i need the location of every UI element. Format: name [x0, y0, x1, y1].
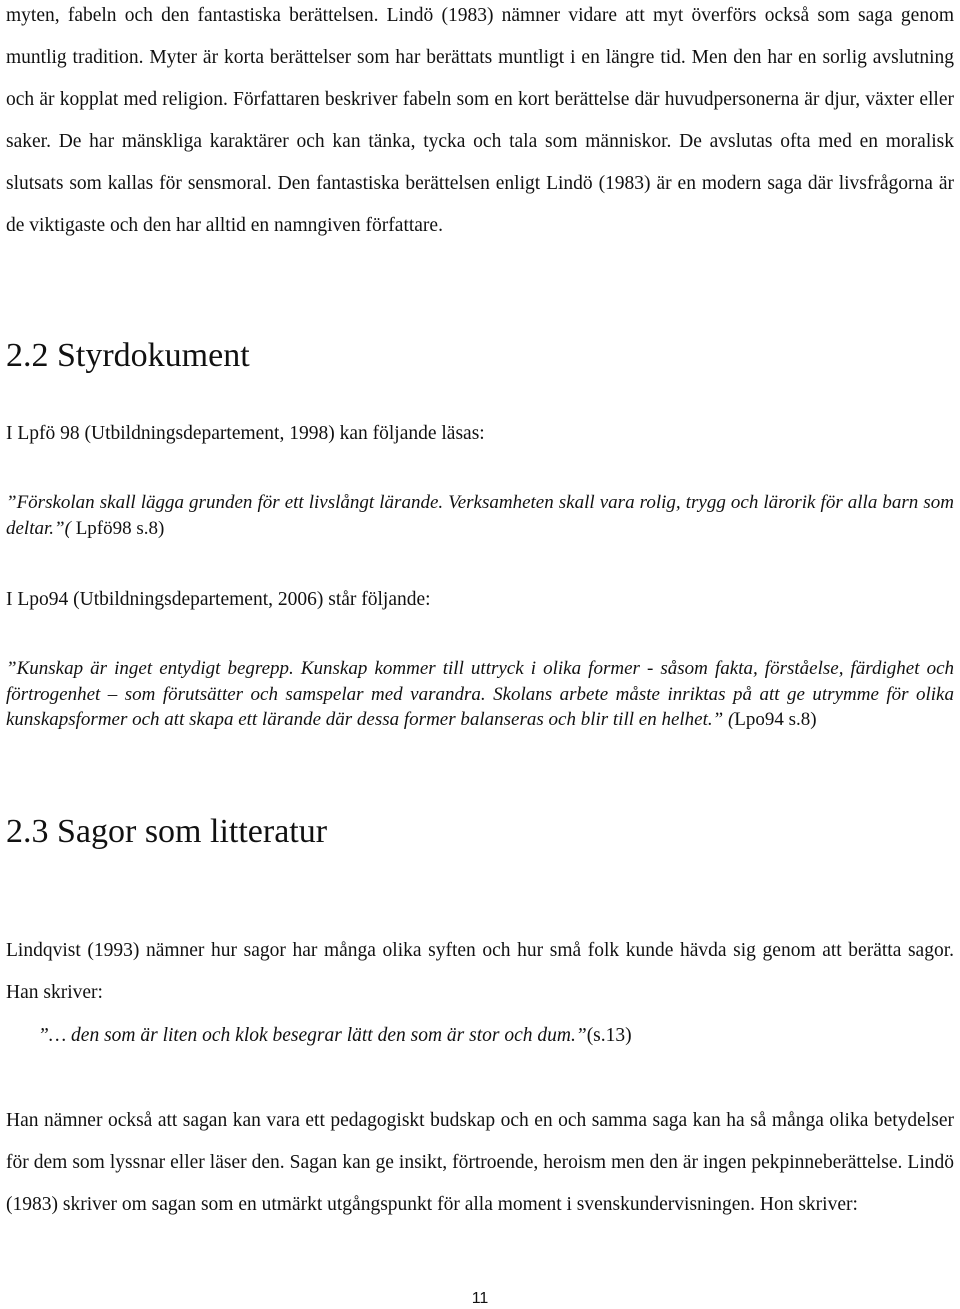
paragraph-pedagogical-message: Han nämner också att sagan kan vara ett pedagogiskt budskap och en och samma saga kan ha så många olika betydelser för dem som lyssnar eller läser den. Sagan kan ge insikt, förtroende, heroism men den är ingen pekpinneberättelse. Lindö (1983) skriver om sagan som en utmärkt utgångspunkt för alla moment i svenskundervisningen. Hon skriver:	[6, 1110, 954, 1215]
paragraph-myth-fable: myten, fabeln och den fantastiska berättelsen. Lindö (1983) nämner vidare att myt överförs också som saga genom muntlig tradition. Myter är korta berättelser som har berättats muntligt i en längre tid. Men den har en sorlig avslutning och är kopplat med religion. Författaren beskriver fabeln som en kort berättelse där huvudpersonerna är djur, växter eller saker. De har mänskliga karaktärer och kan tänka, tycka och tala som människor. De avslutas ofta med en moralisk slutsats som kallas för sensmoral. Den fantastiska berättelsen enligt Lindö (1983) är en modern saga där livsfrågorna är de viktigaste och den har alltid en namngiven författare.	[6, 5, 954, 236]
quote-lpo-text: ”Kunskap är inget entydigt begrepp. Kunskap kommer till uttryck i olika former - såsom fakta, förståelse, färdighet och förtrogenhet – som förutsätter och samspelar med varandra. Skolans arbete måste inriktas på att ge utrymme för olika kunskapsformer och att skapa ett lärande där dessa former balanseras och blir till en helhet.” (	[6, 658, 954, 730]
quote-lpo-reference: Lpo94 s.8)	[734, 709, 817, 730]
quote-lindqvist	[6, 1023, 954, 1049]
quote-lpo	[6, 656, 954, 733]
heading-styrdokument: 2.2 Styrdokument	[6, 337, 250, 374]
quote-lpfo	[6, 490, 954, 541]
paragraph-lindqvist: Lindqvist (1993) nämner hur sagor har många olika syften och hur små folk kunde hävda sig genom att berätta sagor. Han skriver:	[6, 940, 954, 1003]
quote-lpfo-text: ”Förskolan skall lägga grunden för ett livslångt lärande. Verksamheten skall vara rolig, trygg och lärorik för alla barn som deltar.”(	[6, 492, 954, 539]
heading-sagor-som-litteratur: 2.3 Sagor som litteratur	[6, 813, 328, 850]
quote-lindqvist-text: ”… den som är liten och klok besegrar lätt den som är stor och dum.”	[38, 1025, 587, 1046]
paragraph-lpfo-intro: I Lpfö 98 (Utbildningsdepartement, 1998) kan följande läsas:	[6, 423, 485, 444]
page-number: 11	[471, 1290, 489, 1307]
paragraph-lpo-intro: I Lpo94 (Utbildningsdepartement, 2006) står följande:	[6, 589, 431, 610]
quote-lindqvist-reference: (s.13)	[586, 1025, 632, 1046]
quote-lpfo-reference: Lpfö98 s.8)	[70, 517, 165, 539]
